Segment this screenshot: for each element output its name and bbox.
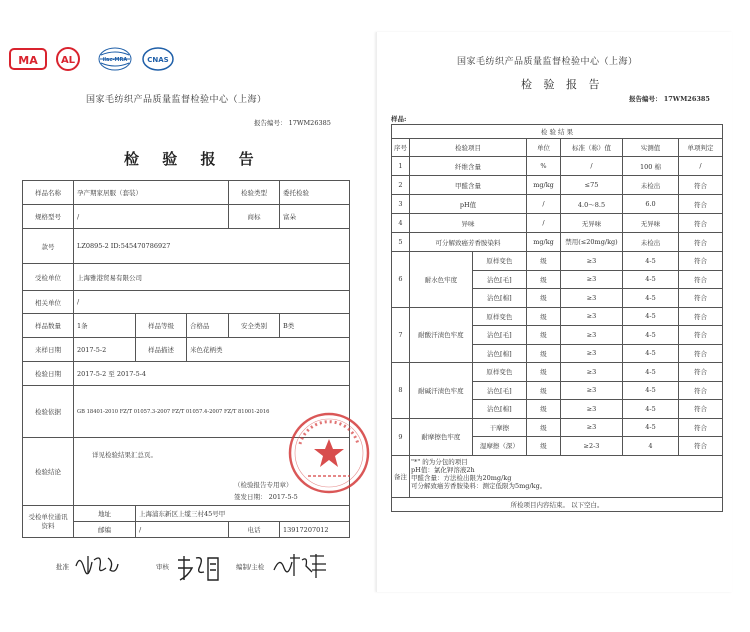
- grade-label: 样品等级: [136, 314, 187, 338]
- test-item: 甲醛含量: [410, 176, 527, 195]
- standard-value: ≥3: [561, 252, 623, 271]
- zip-value: /: [136, 522, 229, 538]
- unit: /: [527, 214, 561, 233]
- inspect-type-label: 检验类型: [229, 181, 280, 205]
- standard-value: ≥3: [561, 363, 623, 382]
- receive-date-label: 来样日期: [23, 338, 74, 362]
- header-unit: 单位: [527, 139, 561, 157]
- review-signature-icon: [174, 554, 222, 584]
- results-title-row: [392, 125, 723, 139]
- approve-signature-icon: [74, 552, 120, 578]
- measured-value: 4-5: [623, 270, 679, 289]
- row-number: 1: [392, 157, 410, 176]
- grade-value: 合格品: [187, 314, 229, 338]
- test-subitem: 沾色[棉]: [472, 344, 526, 363]
- standard-value: 禁用(≤20mg/kg): [561, 233, 623, 252]
- conclusion-text: 详见检验结果汇总页。: [92, 451, 157, 459]
- review-label: 审核: [156, 563, 169, 571]
- brand-value: 富朵: [280, 205, 350, 229]
- test-item: 纤维含量: [410, 157, 527, 176]
- standard-value: ≥3: [561, 418, 623, 437]
- test-subitem: 沾色[棉]: [472, 289, 526, 308]
- report-results-page: [376, 32, 732, 592]
- measured-value: 100 棉: [623, 157, 679, 176]
- test-item: 耐酸汗渍色牢度: [410, 307, 473, 363]
- table-row: [392, 176, 723, 195]
- report-number-label: 报告编号：: [254, 119, 287, 127]
- header-measured: 实测值: [623, 139, 679, 157]
- address-label: 地址: [74, 506, 136, 522]
- judgement: 符合: [679, 381, 723, 400]
- row-number: 5: [392, 233, 410, 252]
- report-number-value: 17WM26385: [663, 95, 710, 103]
- end-of-report-note: 所检项目内容结束。 以下空白。: [392, 497, 723, 511]
- cal-logo-icon: [55, 46, 81, 72]
- table-row: [23, 506, 350, 522]
- results-title: 检 验 结 果: [392, 125, 723, 139]
- judgement: 符合: [679, 176, 723, 195]
- receive-date-value: 2017-5-2: [74, 338, 136, 362]
- standard-value: /: [561, 157, 623, 176]
- client-label: 受检单位: [23, 264, 74, 291]
- test-subitem: 沾色[毛]: [472, 381, 526, 400]
- conclusion-label: 检验结论: [23, 438, 74, 506]
- measured-value: 未检出: [623, 233, 679, 252]
- standard-value: ≥3: [561, 270, 623, 289]
- test-subitem: 原样变色: [472, 307, 526, 326]
- standard-value: ≥3: [561, 326, 623, 345]
- unit: 级: [527, 344, 561, 363]
- unit: mg/kg: [527, 176, 561, 195]
- sample-name-value: 孕产期家居服（套装）: [74, 181, 229, 205]
- certification-logos: [9, 46, 189, 72]
- table-row: [23, 229, 350, 264]
- table-row: [23, 264, 350, 291]
- spec-value: /: [74, 205, 229, 229]
- sample-label: 样品:: [391, 115, 407, 123]
- related-label: 相关单位: [23, 291, 74, 314]
- unit: 级: [527, 307, 561, 326]
- unit: 级: [527, 289, 561, 308]
- row-number: 4: [392, 214, 410, 233]
- tel-value: 13917207012: [280, 522, 350, 538]
- table-row: [23, 181, 350, 205]
- measured-value: 6.0: [623, 195, 679, 214]
- unit: 级: [527, 437, 561, 456]
- test-subitem: 沾色[毛]: [472, 326, 526, 345]
- measured-value: 无异味: [623, 214, 679, 233]
- judgement: 符合: [679, 363, 723, 382]
- sample-desc-label: 样品描述: [136, 338, 187, 362]
- judgement: 符合: [679, 344, 723, 363]
- svg-text:CNAS: CNAS: [147, 56, 169, 64]
- test-subitem: 原样变色: [472, 252, 526, 271]
- address-value: 上海浦东新区上缆三村45号甲: [136, 506, 350, 522]
- table-row: [23, 291, 350, 314]
- report-number-value: 17WM26385: [288, 119, 331, 127]
- inspect-type-value: 委托检验: [280, 181, 350, 205]
- report-number-label: 报告编号：: [629, 95, 662, 103]
- test-subitem: 沾色[毛]: [472, 270, 526, 289]
- judgement: 符合: [679, 270, 723, 289]
- header-item: 检验项目: [410, 139, 527, 157]
- measured-value: 未检出: [623, 176, 679, 195]
- notes-row: [392, 455, 723, 497]
- svg-text:AL: AL: [60, 55, 76, 66]
- unit: 级: [527, 381, 561, 400]
- measured-value: 4-5: [623, 307, 679, 326]
- judgement: 符合: [679, 326, 723, 345]
- safety-value: B类: [280, 314, 350, 338]
- unit: 级: [527, 363, 561, 382]
- measured-value: 4-5: [623, 381, 679, 400]
- unit: 级: [527, 270, 561, 289]
- basis-value: GB 18401-2010 FZ/T 01057.3-2007 FZ/T 01057.4-2007 FZ/T 81001-2016: [74, 386, 350, 438]
- prepare-label: 编制/主检: [236, 563, 265, 571]
- test-subitem: 原样变色: [472, 363, 526, 382]
- ilac-mra-logo-icon: [97, 46, 133, 72]
- unit: 级: [527, 326, 561, 345]
- tel-label: 电话: [229, 522, 280, 538]
- cma-logo-icon: [9, 46, 47, 72]
- measured-value: 4-5: [623, 400, 679, 419]
- test-subitem: 干摩擦: [472, 418, 526, 437]
- issue-date-label: 签发日期：: [234, 493, 267, 501]
- table-row: [392, 307, 723, 326]
- measured-value: 4: [623, 437, 679, 456]
- sample-desc-value: 米色花柄类: [187, 338, 350, 362]
- client-value: 上海雅港贸易有限公司: [74, 264, 350, 291]
- judgement: 符合: [679, 214, 723, 233]
- report-title: 检 验 报 告: [124, 150, 263, 168]
- test-date-value: 2017-5-2 至 2017-5-4: [74, 362, 350, 386]
- measured-value: 4-5: [623, 326, 679, 345]
- related-value: /: [74, 291, 350, 314]
- report-cover-page: [0, 0, 370, 632]
- stamp-note: （检验报告专用章）: [234, 481, 293, 489]
- table-row: [392, 195, 723, 214]
- svg-text:MA: MA: [18, 54, 38, 67]
- table-row: [392, 252, 723, 271]
- table-row: [23, 314, 350, 338]
- unit: 级: [527, 418, 561, 437]
- report-number: [254, 118, 331, 127]
- issue-date-value: 2017-5-5: [268, 493, 298, 501]
- results-table: [391, 124, 723, 512]
- judgement: /: [679, 157, 723, 176]
- measured-value: 4-5: [623, 363, 679, 382]
- standard-value: ≤75: [561, 176, 623, 195]
- table-row: [392, 363, 723, 382]
- standard-value: 4.0～8.5: [561, 195, 623, 214]
- unit: %: [527, 157, 561, 176]
- report-number-right: [629, 94, 710, 103]
- unit: mg/kg: [527, 233, 561, 252]
- style-label: 款号: [23, 229, 74, 264]
- official-stamp-icon: [286, 410, 372, 496]
- zip-label: 邮编: [74, 522, 136, 538]
- header-no: 序号: [392, 139, 410, 157]
- judgement: 符合: [679, 233, 723, 252]
- report-title-right: 检 验 报 告: [521, 78, 604, 91]
- contact-label: 受检单位通讯资料: [23, 506, 74, 538]
- test-date-label: 检验日期: [23, 362, 74, 386]
- judgement: 符合: [679, 400, 723, 419]
- table-row: [392, 157, 723, 176]
- approve-label: 批准: [56, 563, 69, 571]
- note-line: 可分解致癌芳香胺染料：测定低限为5mg/kg。: [411, 481, 547, 490]
- footer-row: [392, 497, 723, 511]
- safety-label: 安全类别: [229, 314, 280, 338]
- row-number: 8: [392, 363, 410, 419]
- standard-value: ≥3: [561, 381, 623, 400]
- note-line: pH值：氯化钾溶液2h: [411, 465, 475, 474]
- org-name: 国家毛纺织产品质量监督检验中心（上海）: [86, 95, 267, 105]
- judgement: 符合: [679, 307, 723, 326]
- test-item: pH值: [410, 195, 527, 214]
- unit: 级: [527, 400, 561, 419]
- unit: /: [527, 195, 561, 214]
- svg-text:ilac-MRA: ilac-MRA: [102, 57, 128, 63]
- notes-label: 备注: [392, 455, 410, 497]
- row-number: 9: [392, 418, 410, 455]
- qty-value: 1条: [74, 314, 136, 338]
- style-value: LZ0895-2 ID:545470786927: [74, 229, 350, 264]
- note-line: 甲醛含量：方法检出限为20mg/kg: [411, 473, 512, 482]
- test-item: 可分解致癌芳香胺染料: [410, 233, 527, 252]
- results-header-row: [392, 139, 723, 157]
- measured-value: 4-5: [623, 289, 679, 308]
- judgement: 符合: [679, 195, 723, 214]
- judgement: 符合: [679, 437, 723, 456]
- header-judgement: 单项判定: [679, 139, 723, 157]
- note-line: "*" 的为分包的项目: [411, 457, 468, 466]
- table-row: [392, 214, 723, 233]
- brand-label: 商标: [229, 205, 280, 229]
- qty-label: 样品数量: [23, 314, 74, 338]
- org-name-right: 国家毛纺织产品质量监督检验中心（上海）: [457, 57, 638, 67]
- row-number: 6: [392, 252, 410, 308]
- sample-name-label: 样品名称: [23, 181, 74, 205]
- unit: 级: [527, 252, 561, 271]
- row-number: 7: [392, 307, 410, 363]
- table-row: [23, 205, 350, 229]
- standard-value: 无异味: [561, 214, 623, 233]
- measured-value: 4-5: [623, 252, 679, 271]
- test-item: 耐摩擦色牢度: [410, 418, 473, 455]
- test-subitem: 湿摩擦（深）: [472, 437, 526, 456]
- measured-value: 4-5: [623, 344, 679, 363]
- test-item: 耐碱汗渍色牢度: [410, 363, 473, 419]
- table-row: [23, 338, 350, 362]
- table-row: [23, 362, 350, 386]
- judgement: 符合: [679, 252, 723, 271]
- judgement: 符合: [679, 418, 723, 437]
- standard-value: ≥3: [561, 289, 623, 308]
- cnas-logo-icon: [141, 46, 175, 72]
- standard-value: ≥3: [561, 344, 623, 363]
- judgement: 符合: [679, 289, 723, 308]
- row-number: 3: [392, 195, 410, 214]
- row-number: 2: [392, 176, 410, 195]
- basis-label: 检验依据: [23, 386, 74, 438]
- test-subitem: 沾色[棉]: [472, 400, 526, 419]
- spec-label: 规格型号: [23, 205, 74, 229]
- standard-value: ≥3: [561, 307, 623, 326]
- prepare-signature-icon: [272, 552, 328, 580]
- table-row: [392, 233, 723, 252]
- table-row: [392, 418, 723, 437]
- measured-value: 4-5: [623, 418, 679, 437]
- standard-value: ≥2-3: [561, 437, 623, 456]
- test-item: 耐水色牢度: [410, 252, 473, 308]
- test-item: 异味: [410, 214, 527, 233]
- notes-cell: [410, 455, 723, 497]
- standard-value: ≥3: [561, 400, 623, 419]
- header-standard: 标准（称）值: [561, 139, 623, 157]
